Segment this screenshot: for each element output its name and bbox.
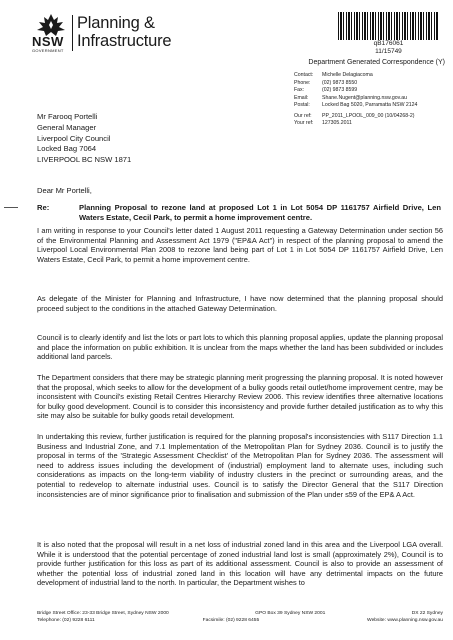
contact-value: Michelle Delagiacoma xyxy=(322,72,373,78)
body-paragraph: The Department considers that there may be strategic planning merit progressing the planning proposal. It is noted however that the proposal, which seeks to allow for the development of a bulky goods retail outlet/home improvement centre, may be inconsistent with Council's existing Retail Centres Hierarchy Review 2006. This review identifies three alternative locations for bulky good development. Council is to consider this inconsistency and provide further detailed justification as to why this site may also be suitable for bulky goods retail development. xyxy=(37,373,443,421)
contact-label: Contact: xyxy=(294,72,314,78)
recipient-title: General Manager xyxy=(37,122,97,132)
correspondence-type: Department Generated Correspondence (Y) xyxy=(308,59,445,66)
reference-label: Our ref: xyxy=(294,113,312,119)
reference-value: 127305.2011 xyxy=(322,120,352,127)
fold-mark xyxy=(4,207,18,208)
salutation: Dear Mr Portelli, xyxy=(37,186,92,195)
recipient-postal: Locked Bag 7064 xyxy=(37,144,97,154)
contact-row xyxy=(294,72,417,80)
contact-label: Email: xyxy=(294,94,309,101)
logo-divider xyxy=(72,15,73,51)
recipient-name: Mr Farooq Portelli xyxy=(37,112,98,121)
contact-value: (02) 9873 8599 xyxy=(322,87,358,94)
nsw-planning-logo xyxy=(32,13,202,53)
footer-office: Bridge Street Office: 23-33 Bridge Street, Sydney NSW 2000 xyxy=(37,611,169,616)
department-name-line2: Infrastructure xyxy=(77,32,172,50)
contact-value: Locked Bag 5020, Parramatta NSW 2124 xyxy=(322,102,418,109)
government-wordmark: GOVERNMENT xyxy=(32,48,64,53)
contact-details xyxy=(294,72,417,110)
barcode xyxy=(338,12,439,40)
body-paragraph: I am writing in response to your Council's letter dated 1 August 2011 requesting a Gateway Determination under section 56 of the Environmental Planning and Assessment Act 1979 ("EP&A Act") in respect of the planning proposal to amend the Liverpool Local Environmental Plan 2008 to rezone land being part of Lot 1 in Lot 5054 DP 1161757 Airfield Drive, Len Waters Estate, Cecil Park, to permit a home improvement centre. xyxy=(37,226,443,264)
footer-website: Website: www.planning.nsw.gov.au xyxy=(367,617,443,623)
letter-footer xyxy=(37,611,443,624)
contact-value: (02) 9873 8550 xyxy=(322,79,358,86)
contact-label: Fax: xyxy=(294,87,305,94)
contact-row xyxy=(294,95,417,103)
footer-dx: DX 22 Sydney xyxy=(411,611,443,616)
footer-row xyxy=(37,611,443,618)
body-paragraph: Council is to clearly identify and list the lots or part lots to which this planning proposal applies, update the planning proposal and place the information on public exhibition. It is unclear from the maps whether the land has been subdivided or includes additional land parcels. xyxy=(37,333,443,362)
reference-value: PP_2011_LPOOL_009_00 (10/04268-2) xyxy=(322,113,415,119)
document-number: qB176061 xyxy=(373,40,404,47)
subject-line: Planning Proposal to rezone land at proposed Lot 1 in Lot 5054 DP 1161757 Airfield Drive, Len Waters Estate, Cecil Park, to permit a home improvement centre. xyxy=(79,203,441,222)
footer-facsimile: Facsimile: (02) 9228 6455 xyxy=(202,617,260,623)
recipient-organisation: Liverpool City Council xyxy=(37,133,111,143)
contact-value: Shane.Nugent@planning.nsw.gov.au xyxy=(322,94,408,101)
contact-label: Postal: xyxy=(294,102,310,109)
trim-number: 11/15749 xyxy=(375,48,402,55)
reference-row xyxy=(294,113,415,120)
footer-row xyxy=(37,618,443,625)
body-paragraph: As delegate of the Minister for Planning and Infrastructure, I have now determined that the planning proposal should proceed subject to the conditions in the attached Gateway Determination. xyxy=(37,294,443,313)
subject-label: Re: xyxy=(37,203,50,212)
reference-row xyxy=(294,120,415,127)
footer-telephone: Telephone: (02) 9228 6111 xyxy=(37,617,95,623)
recipient-locality: LIVERPOOL BC NSW 1871 xyxy=(37,155,132,165)
body-paragraph: It is also noted that the proposal will result in a net loss of industrial zoned land in this area and the Liverpool LGA overall. While it is understood that the potential percentage of zoned industrial land lost is small (approximately 2%), Council is to provide further justification for this loss as part of its additional assessment. Council is also to provide an assessment of whether the potential loss of industrial zoned land in this location will have any detrimental impacts on the future development of industrial land to the north. In particular, the Department wishes to xyxy=(37,540,443,588)
recipient-address xyxy=(37,112,131,166)
body-paragraph: In undertaking this review, further justification is required for the planning proposal's inconsistencies with S117 Direction 1.1 Business and Industrial Zone, and 7.1 Implementation of the Metropolitan Plan for Sydney 2036. Council is to justify the proposal in terms of the 'Strategic Assessment Checklist' of the Metropolitan Plan for Sydney 2036. The assessment will need to address issues including the development of (industrial) employment land to alternate uses, including such considerations as impacts on the long-term viability of industry clusters in the precinct or surrounding areas, and the potential to redevelop to alternate industrial uses. Council is to satisfy the Director General that the S117 Direction inconsistencies are of minor significance prior to finalisation and submission of the Plan under s59 of the EP& A Act. xyxy=(37,432,443,499)
contact-label: Phone: xyxy=(294,79,311,86)
nsw-wordmark: NSW xyxy=(32,34,64,49)
contact-row xyxy=(294,87,417,95)
reference-label: Your ref: xyxy=(294,120,314,127)
contact-row xyxy=(294,80,417,88)
footer-gpo: GPO Box 39 Sydney NSW 2001 xyxy=(255,611,326,616)
reference-details xyxy=(294,113,415,127)
contact-row xyxy=(294,102,417,110)
department-name-line1: Planning & xyxy=(77,14,155,32)
